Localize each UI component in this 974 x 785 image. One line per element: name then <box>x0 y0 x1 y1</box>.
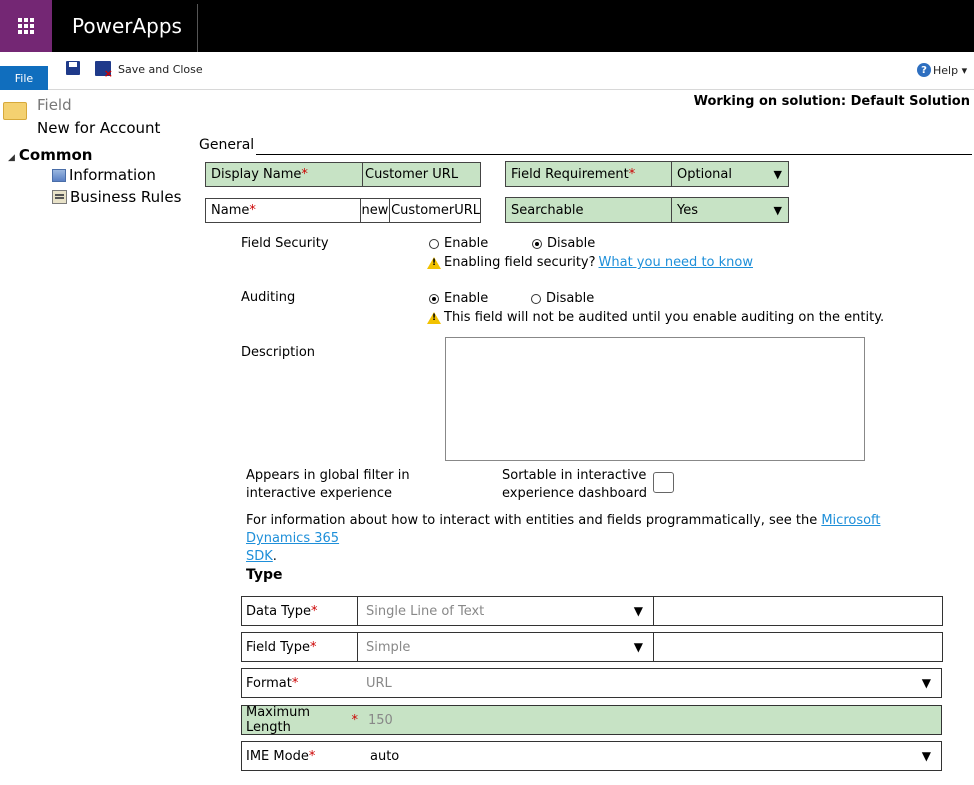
sortable-label: Sortable in interactive experience dashboard <box>502 468 647 501</box>
data-type-select[interactable]: Single Line of Text <box>366 603 485 619</box>
format-label: Format * <box>246 675 299 691</box>
ime-mode-label: IME Mode * <box>246 748 316 764</box>
help-label: Help ▾ <box>933 63 968 77</box>
data-type-label: Data Type * <box>242 597 358 625</box>
field-requirement-select[interactable]: Optional ▼ <box>677 166 782 182</box>
searchable-label: Searchable <box>506 198 672 222</box>
radio-selected-icon <box>429 294 439 304</box>
name-row <box>205 198 481 223</box>
sdk-info-text: For information about how to interact with entities and fields programmatically, see the Microsoft Dynamics 365 SDK. <box>246 513 881 564</box>
format-select[interactable]: URL <box>366 675 392 691</box>
name-prefix: new <box>361 199 391 222</box>
app-title[interactable]: PowerApps <box>72 14 182 38</box>
dropdown-arrow-icon: ▼ <box>921 749 931 763</box>
divider <box>197 4 198 52</box>
ime-mode-row[interactable] <box>241 741 942 771</box>
display-name-input[interactable]: Customer URL <box>365 167 459 182</box>
save-close-icon[interactable] <box>95 61 111 76</box>
section-title: General <box>199 137 255 153</box>
description-textarea[interactable] <box>445 337 865 461</box>
field-type-extra <box>653 632 943 662</box>
maximum-length-input[interactable]: 150 <box>368 712 393 728</box>
radio-icon <box>531 294 541 304</box>
dropdown-arrow-icon: ▼ <box>633 604 643 618</box>
file-button[interactable]: File <box>0 66 48 90</box>
name-input[interactable]: CustomerURL <box>391 203 480 218</box>
folder-icon <box>3 102 27 120</box>
nav-group-common[interactable] <box>8 146 92 164</box>
field-type-select[interactable]: Simple <box>366 639 411 655</box>
sortable-checkbox[interactable] <box>653 472 674 493</box>
help-button[interactable] <box>917 63 967 77</box>
section-divider <box>256 154 972 155</box>
ime-mode-select[interactable]: auto <box>370 748 400 764</box>
type-section-title: Type <box>246 567 283 583</box>
field-type-row[interactable] <box>241 632 942 662</box>
help-icon: ? <box>917 63 931 77</box>
nav-group-label: Common <box>18 146 93 164</box>
field-requirement-row <box>505 161 789 187</box>
name-label: Name * <box>206 199 361 222</box>
business-rules-icon <box>52 190 67 204</box>
display-name-row <box>205 162 481 187</box>
sdk-link[interactable]: Microsoft Dynamics 365 <box>246 513 881 546</box>
app-launcher-button[interactable] <box>0 0 52 52</box>
dropdown-arrow-icon: ▼ <box>921 676 931 690</box>
radio-icon <box>429 239 439 249</box>
sdk-link-continued[interactable]: SDK <box>246 549 273 564</box>
entity-name-label: New for Account <box>37 119 161 137</box>
auditing-label: Auditing <box>241 290 296 305</box>
field-requirement-label: Field Requirement * <box>506 162 672 186</box>
auditing-disable-radio[interactable]: Disable <box>531 291 594 306</box>
solution-label: Working on solution: Default Solution <box>693 94 970 109</box>
app-launcher-icon <box>18 18 34 34</box>
field-security-disable-radio[interactable]: Disable <box>532 236 595 251</box>
what-you-need-to-know-link[interactable]: What you need to know <box>598 255 753 270</box>
warning-icon <box>427 312 441 324</box>
maximum-length-label: Maximum Length * <box>246 705 358 735</box>
top-bar <box>0 0 974 52</box>
dropdown-arrow-icon: ▼ <box>773 167 782 181</box>
command-bar <box>0 52 974 90</box>
nav-item-label: Business Rules <box>70 188 182 206</box>
field-type-label: Field Type * <box>242 633 358 661</box>
format-row[interactable] <box>241 668 942 698</box>
field-security-warning: ! Enabling field security? What you need to know <box>427 255 753 270</box>
field-security-label: Field Security <box>241 236 329 251</box>
field-security-enable-radio[interactable]: Enable <box>429 236 488 251</box>
display-name-label: Display Name * <box>206 163 363 186</box>
searchable-select[interactable]: Yes ▼ <box>677 202 782 218</box>
dropdown-arrow-icon: ▼ <box>773 203 782 217</box>
dropdown-arrow-icon: ▼ <box>633 640 643 654</box>
auditing-enable-radio[interactable]: Enable <box>429 291 488 306</box>
nav-item-information[interactable] <box>52 166 156 184</box>
nav-item-business-rules[interactable] <box>52 188 181 206</box>
description-label: Description <box>241 345 316 360</box>
radio-selected-icon <box>532 239 542 249</box>
auditing-warning: ! This field will not be audited until you enable auditing on the entity. <box>427 310 884 325</box>
warning-icon <box>427 257 441 269</box>
save-icon[interactable] <box>66 61 80 75</box>
data-type-extra <box>653 596 943 626</box>
maximum-length-row[interactable] <box>241 705 942 735</box>
data-type-row[interactable] <box>241 596 942 626</box>
global-filter-label: Appears in global filter in interactive experience <box>246 468 410 501</box>
collapse-triangle-icon: ◢ <box>8 153 15 163</box>
entity-type-label: Field <box>37 96 72 114</box>
searchable-row <box>505 197 789 223</box>
information-icon <box>52 169 66 182</box>
nav-item-label: Information <box>69 166 156 184</box>
save-and-close-button[interactable]: Save and Close <box>118 63 203 76</box>
